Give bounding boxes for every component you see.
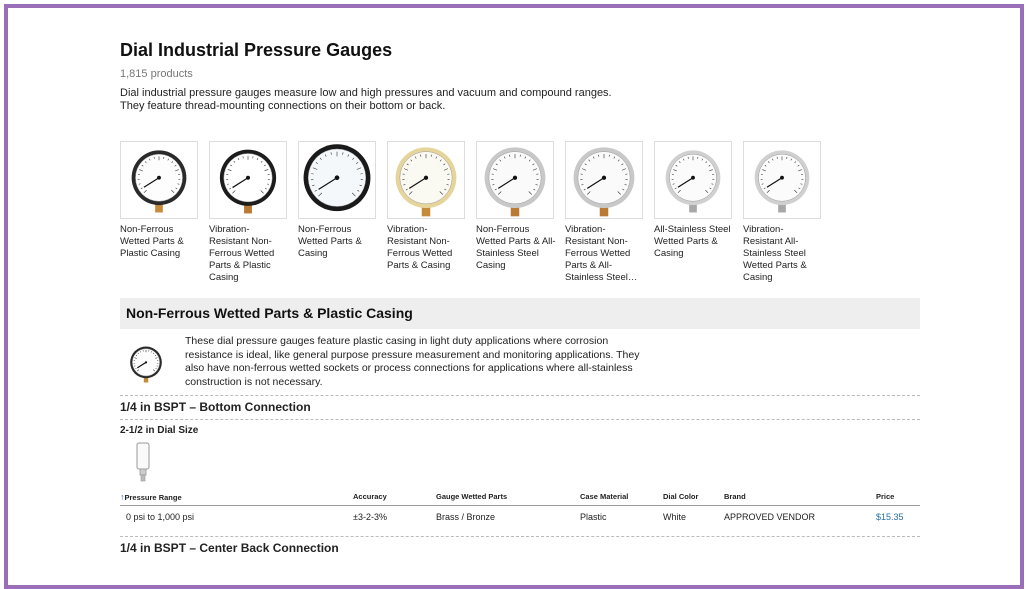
subsection-title: 1/4 in BSPT – Center Back Connection [120,541,339,555]
gauge-side-icon [134,442,152,487]
divider [120,419,920,420]
column-header-pressure-range[interactable]: ↑Pressure Range [120,492,182,502]
category-label: Vibration-Resistant Non-Ferrous Wetted Parts & Casing [387,224,453,271]
pressure-gauge-icon [124,337,168,396]
pressure-gauge-icon [209,141,287,219]
category-label: Vibration-Resistant Non-Ferrous Wetted Parts & Plastic Casing [209,224,275,283]
cell-pressure-range: 0 psi to 1,000 psi [126,512,195,522]
dial-size-heading: 2-1/2 in Dial Size [120,425,199,436]
divider [120,536,920,537]
page-title: Dial Industrial Pressure Gauges [120,40,393,60]
pressure-gauge-icon [743,141,821,219]
category-card-all-stainless[interactable] [654,141,734,260]
pressure-gauge-icon [298,141,376,219]
product-count: 1,815 products [120,68,193,80]
category-card-non-ferrous-stainless-casing[interactable] [476,141,556,272]
section-header [120,298,920,329]
category-card-non-ferrous-plastic[interactable] [120,141,200,260]
cell-wetted-parts: Brass / Bronze [436,512,496,522]
category-card-vibration-non-ferrous-stainless[interactable] [565,141,645,284]
column-header-dial-color[interactable]: Dial Color [663,492,699,501]
category-card-non-ferrous-casing[interactable] [298,141,378,260]
category-label: All-Stainless Steel Wetted Parts & Casing [654,224,731,259]
category-card-vibration-non-ferrous-casing[interactable] [387,141,467,272]
pressure-gauge-icon [387,141,465,219]
column-header-case-material[interactable]: Case Material [580,492,629,501]
column-header-wetted-parts[interactable]: Gauge Wetted Parts [436,492,508,501]
category-label: Vibration-Resistant Non-Ferrous Wetted Parts & All-Stainless Steel… [565,224,638,283]
column-header-accuracy[interactable]: Accuracy [353,492,387,501]
sort-arrow-icon: ↑ [120,492,125,502]
pressure-gauge-icon [654,141,732,219]
column-header-brand[interactable]: Brand [724,492,746,501]
section-title: Non-Ferrous Wetted Parts & Plastic Casing [126,305,413,321]
pressure-gauge-icon [120,141,198,219]
page-description: Dial industrial pressure gauges measure low and high pressures and vacuum and compound ranges. They feature thread-mounting connections on their bottom or back. [120,87,612,112]
category-card-vibration-all-stainless[interactable] [743,141,823,284]
pressure-gauge-icon [565,141,643,219]
table-header-divider [120,505,920,506]
cell-accuracy: ±3-2-3% [353,512,387,522]
page-frame [4,4,1024,589]
category-label: Non-Ferrous Wetted Parts & All-Stainless Steel Casing [476,224,556,271]
divider [120,395,920,396]
column-header-price[interactable]: Price [876,492,895,501]
category-card-vibration-non-ferrous-plastic[interactable] [209,141,289,284]
cell-dial-color: White [663,512,687,522]
subsection-title: 1/4 in BSPT – Bottom Connection [120,400,311,414]
cell-price[interactable]: $15.35 [876,512,904,522]
cell-case-material: Plastic [580,512,607,522]
category-label: Non-Ferrous Wetted Parts & Casing [298,224,362,259]
cell-brand: APPROVED VENDOR [724,512,816,522]
section-description: These dial pressure gauges feature plastic casing in light duty applications where corrosion resistance is ideal, like general purpose pressure measurement and monitoring applications. They also have non-ferrous wetted sockets or process connections for applications where all-stainless construction is not necessary. [185,335,640,388]
category-label: Vibration-Resistant All-Stainless Steel Wetted Parts & Casing [743,224,807,283]
pressure-gauge-icon [476,141,554,219]
category-label: Non-Ferrous Wetted Parts & Plastic Casing [120,224,184,259]
